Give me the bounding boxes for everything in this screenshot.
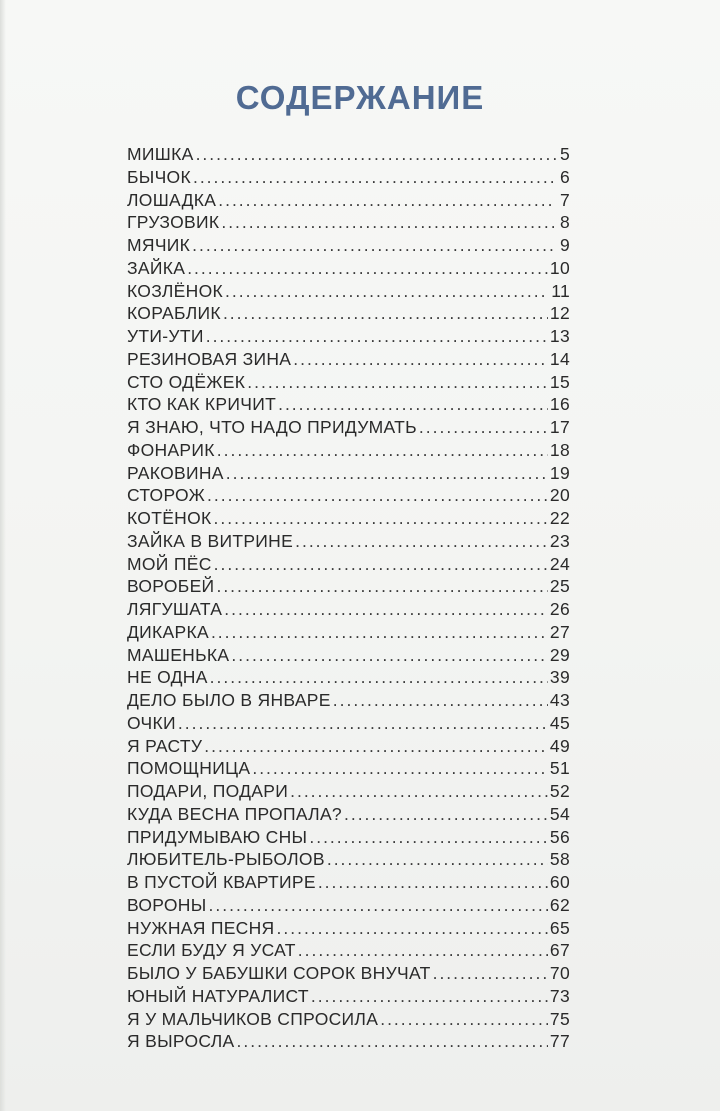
toc-entry-title: РАКОВИНА — [127, 462, 224, 483]
toc-entry-page-number: 58 — [549, 849, 570, 870]
toc-dot-leader — [214, 553, 548, 576]
toc-entry-title: ВОРОБЕЙ — [127, 576, 215, 597]
toc-dot-leader — [209, 894, 548, 917]
toc-dot-leader — [247, 371, 548, 394]
toc-entry — [127, 985, 570, 1008]
toc-entry — [127, 143, 570, 166]
toc-entry — [127, 439, 570, 462]
toc-entry-page-number: 62 — [549, 894, 570, 915]
toc-entry-page-number: 39 — [549, 667, 570, 688]
toc-entry — [127, 803, 570, 826]
toc-entry-title: СТО ОДЁЖЕК — [127, 371, 246, 392]
toc-dot-leader — [380, 1008, 548, 1031]
toc-entry-page-number: 16 — [549, 394, 570, 415]
toc-entry-title: В ПУСТОЙ КВАРТИРЕ — [127, 872, 316, 892]
toc-dot-leader — [216, 575, 547, 598]
toc-dot-leader — [225, 280, 549, 303]
toc-entry-title: УТИ-УТИ — [127, 326, 204, 346]
toc-entry — [127, 1008, 570, 1031]
toc-dot-leader — [196, 143, 556, 166]
toc-entry — [127, 553, 570, 576]
toc-entry-page-number: 7 — [559, 189, 570, 210]
toc-entry-page-number: 45 — [549, 712, 570, 733]
toc-entry-page-number: 22 — [549, 508, 570, 528]
toc-entry — [127, 348, 570, 371]
toc-entry-page-number: 51 — [549, 758, 570, 779]
toc-entry-page-number: 18 — [549, 439, 570, 460]
toc-entry-title: ЕСЛИ БУДУ Я УСАТ — [127, 940, 296, 961]
toc-dot-leader — [277, 917, 548, 940]
toc-entry — [127, 280, 570, 303]
toc-entry-title: РЕЗИНОВАЯ ЗИНА — [127, 348, 292, 369]
toc-entry — [127, 257, 570, 280]
toc-dot-leader — [178, 712, 548, 735]
toc-entry-page-number: 9 — [559, 235, 570, 255]
toc-dot-leader — [214, 507, 548, 530]
toc-entry — [127, 621, 570, 644]
toc-entry-title: МОЙ ПЁС — [127, 553, 212, 574]
toc-dot-leader — [231, 644, 548, 667]
toc-entry-page-number: 60 — [549, 872, 570, 892]
toc-entry-title: НУЖНАЯ ПЕСНЯ — [127, 917, 275, 938]
toc-entry-title: МИШКА — [127, 144, 194, 164]
toc-entry — [127, 826, 570, 849]
toc-entry-page-number: 75 — [549, 1008, 570, 1029]
toc-entry-page-number: 5 — [559, 144, 570, 164]
toc-entry-page-number: 23 — [549, 530, 570, 551]
toc-entry — [127, 598, 570, 621]
toc-entry-title: ДИКАРКА — [127, 621, 209, 642]
toc-dot-leader — [221, 211, 556, 234]
toc-dot-leader — [295, 530, 548, 553]
toc-dot-leader — [226, 462, 548, 485]
toc-entry-title: ОЧКИ — [127, 712, 176, 733]
toc-entry-page-number: 6 — [559, 166, 570, 187]
toc-entry-title: ВОРОНЫ — [127, 894, 207, 915]
toc-entry-page-number: 29 — [549, 644, 570, 665]
toc-entry — [127, 780, 570, 803]
toc-dot-leader — [223, 302, 548, 325]
toc-entry-title: Я РАСТУ — [127, 735, 203, 756]
toc-dot-leader — [327, 848, 548, 871]
toc-entry-title: ЛЯГУШАТА — [127, 599, 223, 619]
toc-entry-title: Я ЗНАЮ, ЧТО НАДО ПРИДУМАТЬ — [127, 417, 417, 437]
toc-dot-leader — [309, 826, 548, 849]
toc-dot-leader — [204, 735, 548, 758]
toc-dot-leader — [298, 939, 548, 962]
toc-entry-title: ЛОШАДКА — [127, 189, 217, 210]
toc-entry-page-number: 14 — [549, 348, 570, 369]
toc-entry-page-number: 24 — [549, 553, 570, 574]
toc-entry-title: Я ВЫРОСЛА — [127, 1031, 235, 1052]
toc-dot-leader — [290, 780, 548, 803]
toc-entry-page-number: 49 — [549, 735, 570, 756]
toc-entry-page-number: 8 — [559, 212, 570, 233]
toc-entry-page-number: 10 — [549, 257, 570, 278]
toc-entry-page-number: 20 — [549, 485, 570, 506]
toc-entry — [127, 462, 570, 485]
toc-entry-title: ПРИДУМЫВАЮ СНЫ — [127, 826, 308, 847]
toc-entry-title: МАШЕНЬКА — [127, 644, 230, 665]
toc-entry — [127, 848, 570, 871]
toc-entry — [127, 939, 570, 962]
toc-dot-leader — [311, 985, 548, 1008]
toc-entry-title: СТОРОЖ — [127, 485, 206, 506]
toc-entry-page-number: 11 — [551, 280, 570, 301]
toc-entry-title: КУДА ВЕСНА ПРОПАЛА? — [127, 803, 342, 824]
toc-entry-page-number: 54 — [549, 803, 570, 824]
toc-entry — [127, 166, 570, 189]
toc-entry-page-number: 26 — [549, 599, 570, 619]
toc-entry — [127, 530, 570, 553]
toc-dot-leader — [344, 803, 548, 826]
toc-entry — [127, 644, 570, 667]
toc-entry-page-number: 73 — [549, 985, 570, 1006]
toc-entry — [127, 416, 570, 439]
toc-entry-page-number: 27 — [549, 621, 570, 642]
toc-entry — [127, 917, 570, 940]
toc-entry — [127, 1030, 570, 1053]
toc-entry-title: ФОНАРИК — [127, 439, 215, 460]
toc-entry — [127, 393, 570, 416]
toc-entry-page-number: 65 — [549, 917, 570, 938]
toc-dot-leader — [210, 666, 548, 689]
toc-dot-leader — [211, 621, 548, 644]
toc-dot-leader — [419, 416, 548, 439]
toc-entry-page-number: 12 — [549, 303, 570, 324]
toc-entry-title: НЕ ОДНА — [127, 667, 208, 688]
toc-entry-title: ДЕЛО БЫЛО В ЯНВАРЕ — [127, 690, 331, 710]
toc-entry — [127, 894, 570, 917]
toc-entry-title: ПОМОЩНИЦА — [127, 758, 251, 779]
toc-entry — [127, 962, 570, 985]
toc-entry-title: КОТЁНОК — [127, 508, 212, 528]
toc-entry-title: ЮНЫЙ НАТУРАЛИСТ — [127, 985, 309, 1006]
toc-entry-title: ЗАЙКА — [127, 257, 186, 278]
toc-entry — [127, 484, 570, 507]
toc-entry-page-number: 52 — [549, 781, 570, 801]
toc-dot-leader — [206, 325, 548, 348]
toc-dot-leader — [224, 598, 548, 621]
table-of-contents — [127, 143, 570, 1053]
toc-dot-leader — [193, 166, 556, 189]
toc-entry-title: КОЗЛЁНОК — [127, 280, 223, 301]
toc-entry — [127, 871, 570, 894]
toc-entry-page-number: 43 — [549, 690, 570, 710]
toc-entry-title: Я У МАЛЬЧИКОВ СПРОСИЛА — [127, 1008, 379, 1029]
toc-dot-leader — [217, 439, 548, 462]
toc-dot-leader — [333, 689, 548, 712]
toc-dot-leader — [293, 348, 548, 371]
toc-entry — [127, 735, 570, 758]
toc-entry-page-number: 17 — [549, 417, 570, 437]
toc-entry-title: ПОДАРИ, ПОДАРИ — [127, 781, 289, 801]
toc-dot-leader — [207, 484, 548, 507]
toc-dot-leader — [318, 871, 548, 894]
toc-entry — [127, 325, 570, 348]
toc-entry — [127, 666, 570, 689]
page-title: СОДЕРЖАНИЕ — [235, 79, 485, 116]
page-edge-shadow — [0, 0, 6, 1111]
toc-entry-page-number: 15 — [549, 371, 570, 392]
toc-entry-page-number: 67 — [549, 940, 570, 961]
toc-entry — [127, 757, 570, 780]
toc-entry-page-number: 25 — [549, 576, 570, 597]
toc-entry-title: БЫЛО У БАБУШКИ СОРОК ВНУЧАТ — [127, 963, 431, 983]
toc-entry — [127, 507, 570, 530]
toc-entry — [127, 575, 570, 598]
toc-entry — [127, 211, 570, 234]
toc-entry — [127, 689, 570, 712]
toc-entry-title: КТО КАК КРИЧИТ — [127, 394, 277, 415]
toc-entry-title: ГРУЗОВИК — [127, 212, 220, 233]
toc-entry-page-number: 13 — [549, 326, 570, 346]
toc-dot-leader — [187, 257, 548, 280]
toc-dot-leader — [252, 757, 548, 780]
toc-entry-page-number: 19 — [549, 462, 570, 483]
toc-entry-title: ЗАЙКА В ВИТРИНЕ — [127, 530, 294, 551]
toc-entry-page-number: 56 — [549, 826, 570, 847]
toc-entry-page-number: 70 — [549, 963, 570, 983]
toc-dot-leader — [236, 1030, 547, 1053]
toc-dot-leader — [433, 962, 548, 985]
toc-entry-title: БЫЧОК — [127, 166, 191, 187]
toc-entry-page-number: 77 — [549, 1031, 570, 1052]
toc-entry-title: МЯЧИК — [127, 235, 191, 255]
toc-entry — [127, 234, 570, 257]
toc-entry-title: ЛЮБИТЕЛЬ-РЫБОЛОВ — [127, 849, 325, 870]
toc-dot-leader — [192, 234, 556, 257]
toc-dot-leader — [218, 189, 556, 212]
toc-entry — [127, 189, 570, 212]
toc-entry — [127, 302, 570, 325]
toc-entry-title: КОРАБЛИК — [127, 303, 221, 324]
toc-dot-leader — [278, 393, 548, 416]
toc-entry — [127, 371, 570, 394]
toc-entry — [127, 712, 570, 735]
